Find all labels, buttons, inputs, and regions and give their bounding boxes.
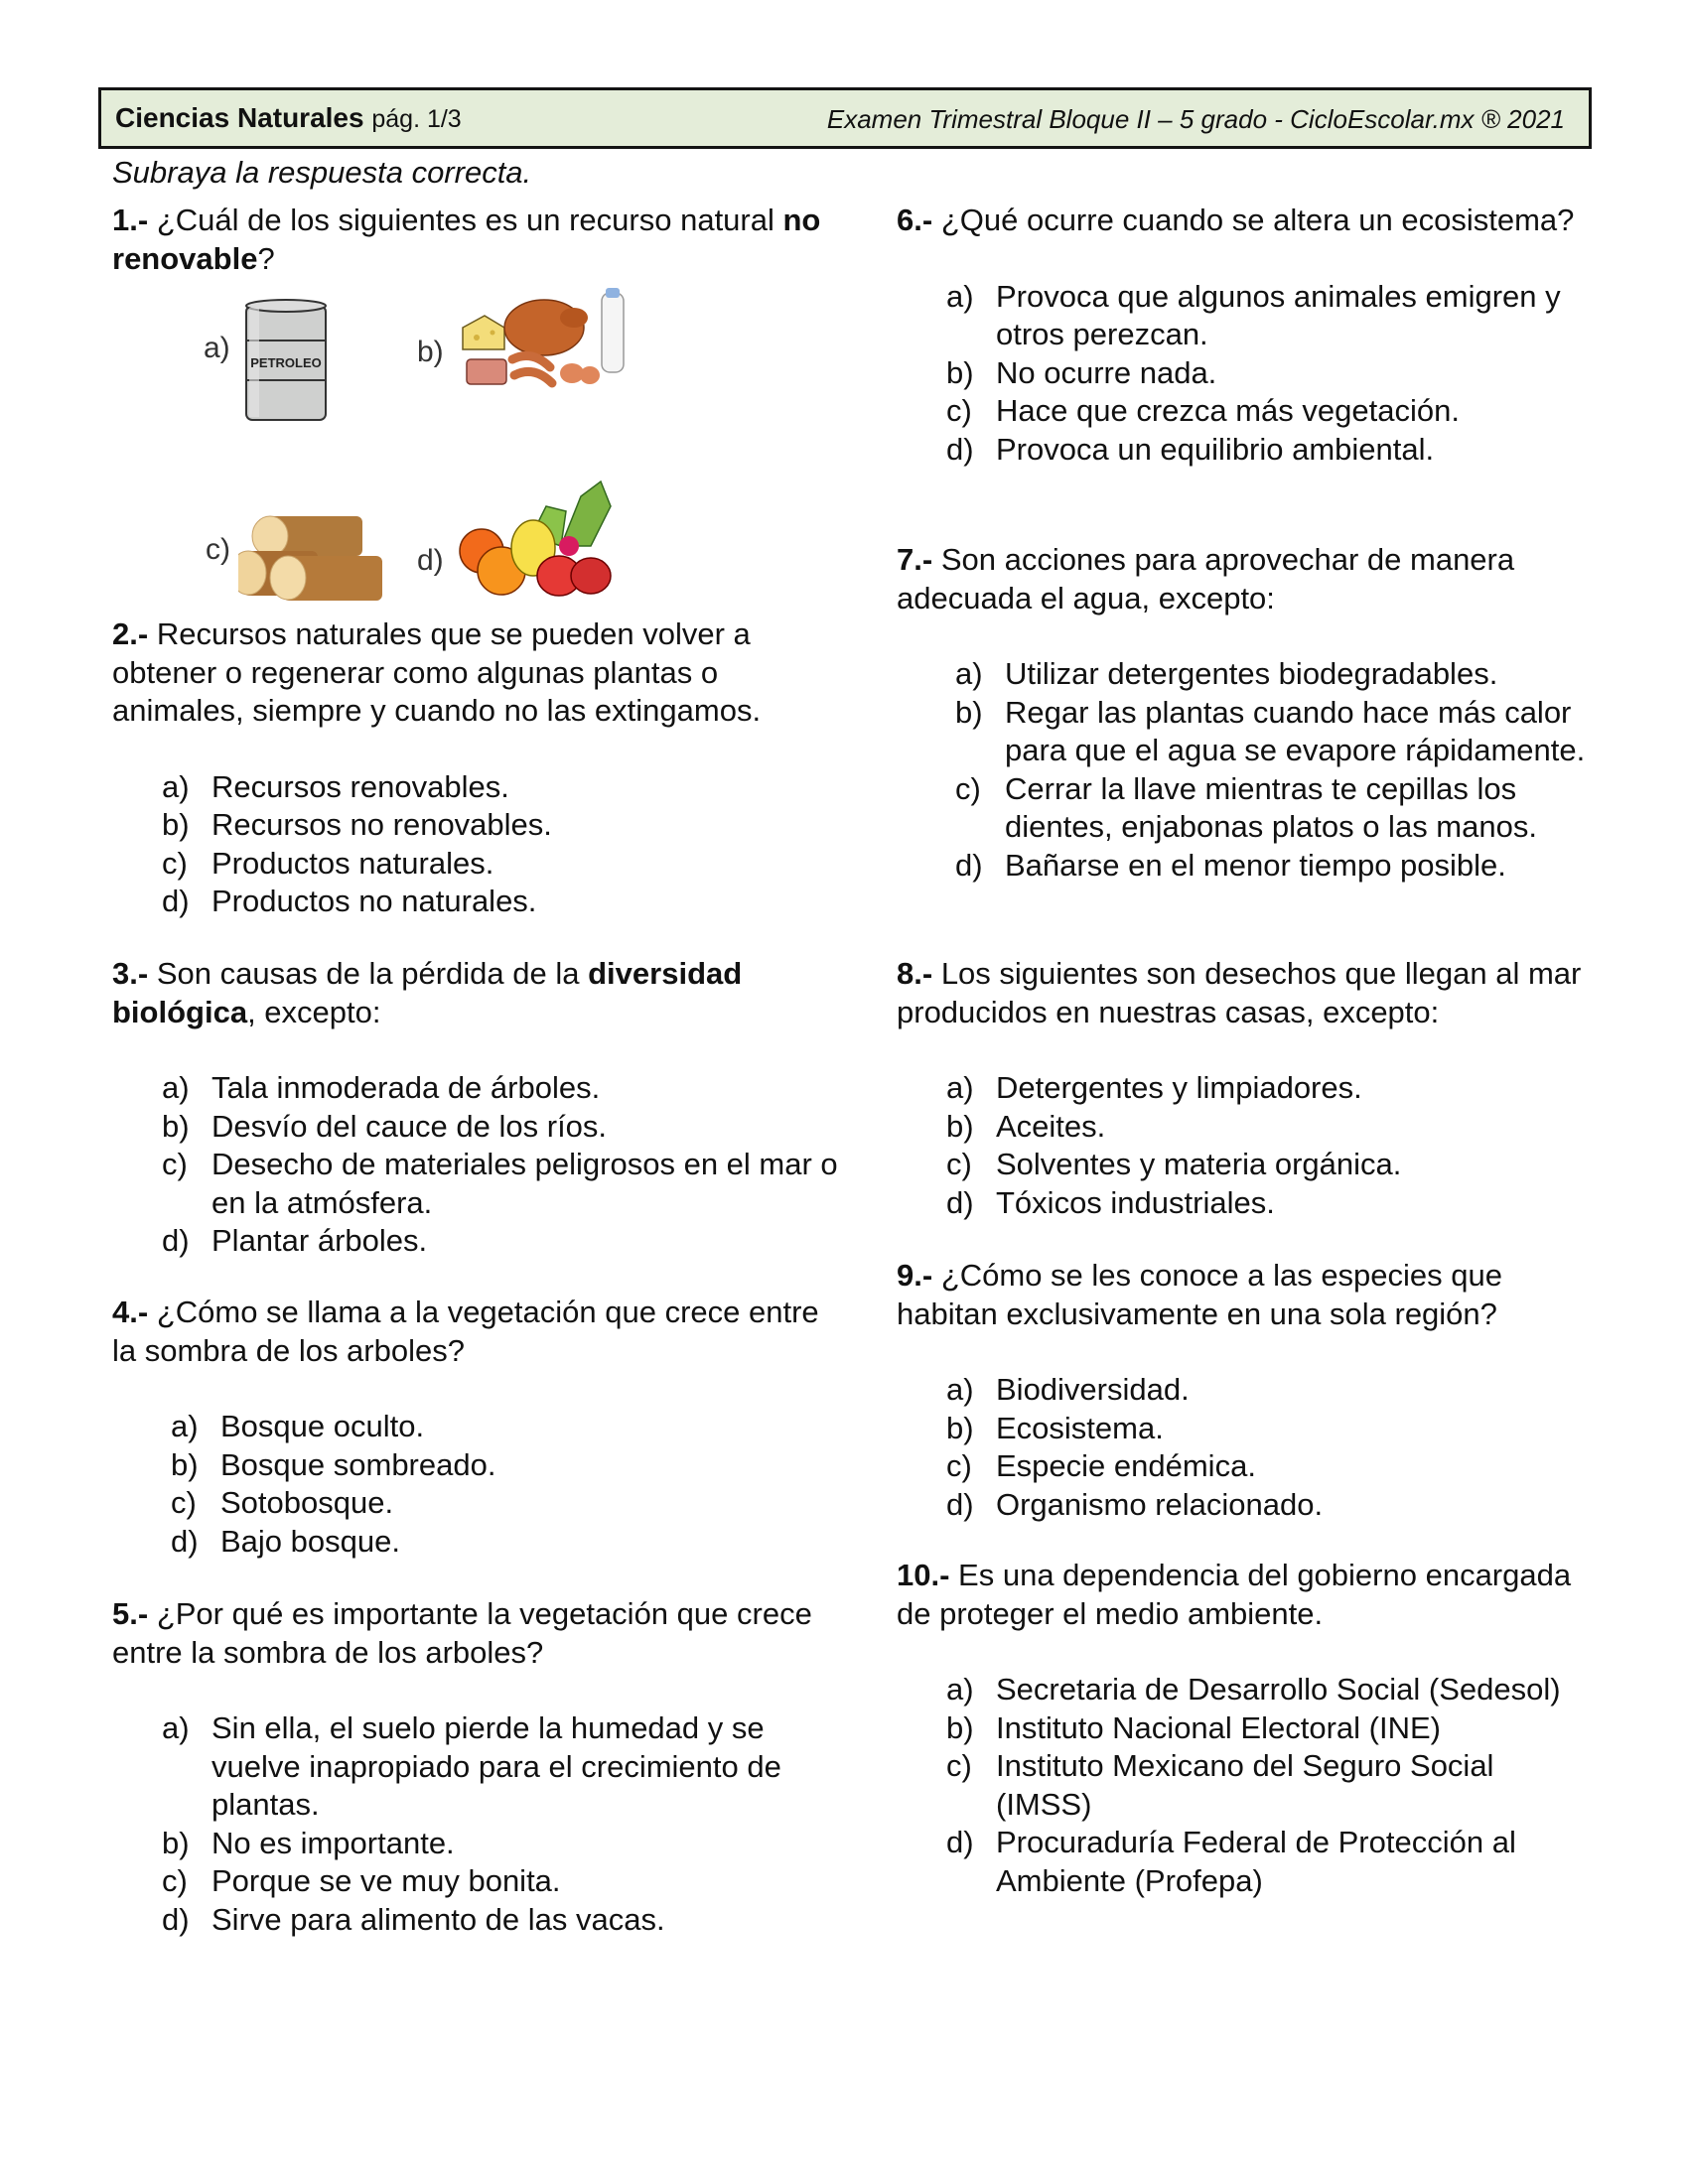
option-label: d) — [955, 847, 983, 883]
option-list — [897, 1371, 1592, 1524]
question-1 — [112, 202, 847, 278]
option-a[interactable] — [946, 1069, 1592, 1108]
option-a[interactable] — [946, 1371, 1592, 1410]
option-text: Provoca un equilibrio ambiental. — [996, 431, 1435, 467]
option-c[interactable] — [946, 392, 1592, 431]
option-list — [897, 655, 1592, 885]
option-text: Aceites. — [996, 1108, 1106, 1144]
option-label: b) — [162, 807, 190, 842]
option-label: b) — [946, 1108, 974, 1144]
option-label: d) — [946, 431, 974, 467]
oil-barrel-icon[interactable] — [241, 296, 331, 429]
option-label: c) — [162, 1147, 188, 1181]
option-text: Sin ella, el suelo pierde la humedad y se vuelve inapropiado para el crecimiento de plantas. — [211, 1710, 781, 1822]
option-a[interactable] — [162, 768, 847, 807]
question-6 — [897, 202, 1592, 469]
question-stem — [112, 1294, 847, 1370]
option-b[interactable] — [171, 1446, 847, 1485]
page-header — [98, 87, 1592, 149]
option-c[interactable] — [162, 1146, 847, 1222]
option-label: b) — [171, 1446, 199, 1482]
question-stem — [897, 541, 1592, 617]
option-c[interactable] — [162, 1862, 847, 1901]
option-text: Tóxicos industriales. — [996, 1184, 1275, 1220]
option-b[interactable] — [946, 1410, 1592, 1448]
option-text: No ocurre nada. — [996, 354, 1217, 390]
question-stem — [112, 202, 847, 278]
option-text: Biodiversidad. — [996, 1372, 1190, 1407]
option-text: Solventes y materia orgánica. — [996, 1147, 1402, 1181]
option-label: d) — [946, 1184, 974, 1220]
option-text: Bajo bosque. — [220, 1523, 400, 1559]
option-label: a) — [955, 656, 983, 691]
option-label: b) — [955, 694, 983, 730]
option-text: Organismo relacionado. — [996, 1486, 1324, 1522]
barrel-caption: PETROLEO — [250, 355, 322, 370]
option-text: Porque se ve muy bonita. — [211, 1863, 561, 1898]
option-text: Recursos renovables. — [211, 768, 509, 804]
option-text: Instituto Mexicano del Seguro Social (IMSS) — [996, 1748, 1494, 1822]
stem-text: Es una dependencia del gobierno encargada de proteger el medio ambiente. — [897, 1558, 1572, 1631]
option-text: Especie endémica. — [996, 1448, 1256, 1483]
option-a[interactable] — [162, 1709, 847, 1825]
option-text: Instituto Nacional Electoral (INE) — [996, 1709, 1441, 1745]
instruction: Subraya la respuesta correcta. — [112, 155, 532, 190]
stem-text: Son acciones para aprovechar de manera adecuada el agua, excepto: — [897, 542, 1515, 615]
option-c[interactable] — [162, 845, 847, 884]
question-number: 8.- — [897, 956, 933, 991]
option-label: c) — [946, 1448, 972, 1483]
option-label: b) — [162, 1825, 190, 1860]
stem-text: Son causas de la pérdida de la — [156, 956, 589, 991]
stem-text: Los siguientes son desechos que llegan al mar producidos en nuestras casas, excepto: — [897, 956, 1582, 1029]
option-c[interactable] — [946, 1747, 1592, 1824]
stem-text: ? — [257, 240, 275, 276]
option-a[interactable] — [946, 1671, 1592, 1709]
option-label: c) — [946, 1147, 972, 1181]
option-label: d) — [946, 1825, 974, 1859]
option-list — [897, 1069, 1592, 1222]
option-text: Plantar árboles. — [211, 1223, 428, 1258]
option-c[interactable] — [171, 1484, 847, 1523]
question-number: 7.- — [897, 542, 933, 577]
subject-title: Ciencias Naturales — [115, 102, 364, 133]
question-2 — [112, 615, 847, 921]
option-text: Bosque sombreado. — [220, 1446, 496, 1482]
option-label: d) — [162, 1223, 190, 1258]
question-number: 6.- — [897, 203, 933, 237]
question-stem — [112, 1595, 847, 1672]
option-list — [897, 1671, 1592, 1900]
question-stem — [897, 1257, 1592, 1333]
stem-text: , excepto: — [247, 994, 381, 1029]
option-text: Hace que crezca más vegetación. — [996, 393, 1460, 428]
option-b[interactable] — [162, 1825, 847, 1863]
fruits-vegetables-icon[interactable] — [452, 477, 631, 606]
option-text: Productos naturales. — [211, 845, 494, 881]
stem-emphasis: diversidad biológica — [112, 956, 743, 1029]
option-text: Bosque oculto. — [220, 1409, 425, 1443]
question-number: 9.- — [897, 1258, 933, 1293]
option-a[interactable] — [955, 655, 1592, 694]
stem-text: Recursos naturales que se pueden volver a obtener o regenerar como algunas plantas o animales, siempre y cuando no las extingamos. — [112, 616, 762, 728]
exam-title: Examen Trimestral Bloque II – 5 grado - CicloEscolar.mx ® 2021 — [826, 104, 1565, 134]
stem-text: ¿Cómo se les conoce a las especies que habitan exclusivamente en una sola región? — [897, 1258, 1503, 1331]
option-label: c) — [162, 1863, 188, 1898]
option-label: c) — [171, 1485, 197, 1520]
question-10 — [897, 1557, 1592, 1900]
option-label: b) — [946, 1709, 974, 1745]
question-3 — [112, 955, 847, 1261]
header-subject — [115, 102, 462, 134]
option-label: d) — [162, 1901, 190, 1937]
option-text: Utilizar detergentes biodegradables. — [1005, 656, 1498, 691]
option-text: Detergentes y limpiadores. — [996, 1070, 1362, 1105]
option-label: c) — [162, 845, 188, 881]
stem-text: ¿Qué ocurre cuando se altera un ecosistema? — [940, 203, 1575, 237]
option-d[interactable] — [955, 847, 1592, 886]
option-list — [112, 1709, 847, 1939]
option-text: Productos no naturales. — [211, 884, 537, 918]
option-text: Desvío del cauce de los ríos. — [211, 1108, 608, 1144]
question-number: 3.- — [112, 956, 149, 991]
option-a[interactable] — [171, 1408, 847, 1446]
option-d[interactable] — [171, 1523, 847, 1562]
question-stem — [897, 955, 1592, 1031]
option-list — [897, 278, 1592, 470]
option-b[interactable] — [946, 1108, 1592, 1147]
option-label[interactable]: d) — [417, 544, 444, 577]
option-list — [112, 1069, 847, 1261]
option-label: a) — [162, 1070, 190, 1105]
question-5 — [112, 1595, 847, 1939]
question-9 — [897, 1257, 1592, 1524]
option-text: Provoca que algunos animales emigren y otros perezcan. — [996, 278, 1561, 351]
option-text: Secretaria de Desarrollo Social (Sedesol) — [996, 1672, 1561, 1706]
option-list — [112, 1408, 847, 1561]
option-label: d) — [946, 1486, 974, 1522]
question-number: 1.- — [112, 203, 149, 237]
option-text: Sirve para alimento de las vacas. — [211, 1901, 665, 1937]
option-c[interactable] — [955, 770, 1592, 847]
option-text: Bañarse en el menor tiempo posible. — [1005, 847, 1506, 883]
option-label: b) — [946, 354, 974, 390]
option-c[interactable] — [946, 1447, 1592, 1486]
option-text: No es importante. — [211, 1825, 455, 1860]
option-d[interactable] — [162, 1222, 847, 1261]
option-label[interactable]: c) — [206, 533, 230, 566]
option-label: a) — [946, 1372, 974, 1407]
option-label: d) — [171, 1523, 199, 1559]
option-a[interactable] — [162, 1069, 847, 1108]
question-7 — [897, 541, 1592, 885]
question-4 — [112, 1294, 847, 1561]
option-d[interactable] — [946, 1824, 1592, 1900]
option-label: c) — [946, 1748, 972, 1783]
question-stem — [112, 955, 847, 1031]
option-d[interactable] — [946, 1486, 1592, 1525]
option-text: Recursos no renovables. — [211, 807, 552, 842]
stem-text: ¿Cuál de los siguientes es un recurso natural — [156, 203, 783, 237]
question-8 — [897, 955, 1592, 1222]
animal-food-icon[interactable] — [455, 288, 629, 397]
page-number: pág. 1/3 — [371, 105, 462, 133]
option-d[interactable] — [162, 883, 847, 921]
option-b[interactable] — [162, 1108, 847, 1147]
option-label[interactable]: a) — [204, 332, 230, 364]
option-label: b) — [946, 1410, 974, 1445]
stem-text: ¿Por qué es importante la vegetación que crece entre la sombra de los arboles? — [112, 1596, 812, 1670]
option-d[interactable] — [162, 1901, 847, 1940]
option-label: a) — [946, 1672, 974, 1706]
option-b[interactable] — [955, 694, 1592, 770]
option-label: c) — [955, 770, 981, 806]
option-text: Sotobosque. — [220, 1485, 394, 1520]
question-number: 5.- — [112, 1596, 149, 1631]
option-text: Regar las plantas cuando hace más calor para que el agua se evapore rápidamente. — [1005, 694, 1586, 767]
stem-text: ¿Cómo se llama a la vegetación que crece entre la sombra de los arboles? — [112, 1295, 819, 1368]
option-label: a) — [171, 1409, 199, 1443]
question-stem — [897, 1557, 1592, 1633]
question-stem — [897, 202, 1592, 240]
option-label: b) — [162, 1108, 190, 1144]
option-b[interactable] — [946, 1709, 1592, 1748]
option-a[interactable] — [946, 278, 1592, 354]
option-text: Ecosistema. — [996, 1410, 1164, 1445]
option-label[interactable]: b) — [417, 336, 444, 368]
option-text: Tala inmoderada de árboles. — [211, 1070, 601, 1105]
option-b[interactable] — [946, 354, 1592, 393]
option-label: a) — [162, 1710, 190, 1745]
option-text: Procuraduría Federal de Protección al Ambiente (Profepa) — [996, 1825, 1516, 1898]
option-label: a) — [162, 768, 190, 804]
option-d[interactable] — [946, 431, 1592, 470]
option-c[interactable] — [946, 1146, 1592, 1184]
option-d[interactable] — [946, 1184, 1592, 1223]
question-number: 10.- — [897, 1558, 950, 1592]
question-stem — [112, 615, 847, 731]
option-text: Desecho de materiales peligrosos en el mar o en la atmósfera. — [211, 1147, 838, 1220]
option-label: d) — [162, 884, 190, 918]
question-number: 4.- — [112, 1295, 149, 1329]
option-label: a) — [946, 1070, 974, 1105]
question-number: 2.- — [112, 616, 149, 651]
option-label: c) — [946, 393, 972, 428]
stem-emphasis: no renovable — [112, 203, 821, 276]
wood-logs-icon[interactable] — [238, 511, 387, 606]
option-b[interactable] — [162, 806, 847, 845]
option-text: Cerrar la llave mientras te cepillas los dientes, enjabonas platos o las manos. — [1005, 770, 1537, 844]
option-label: a) — [946, 278, 974, 314]
option-list — [112, 768, 847, 921]
